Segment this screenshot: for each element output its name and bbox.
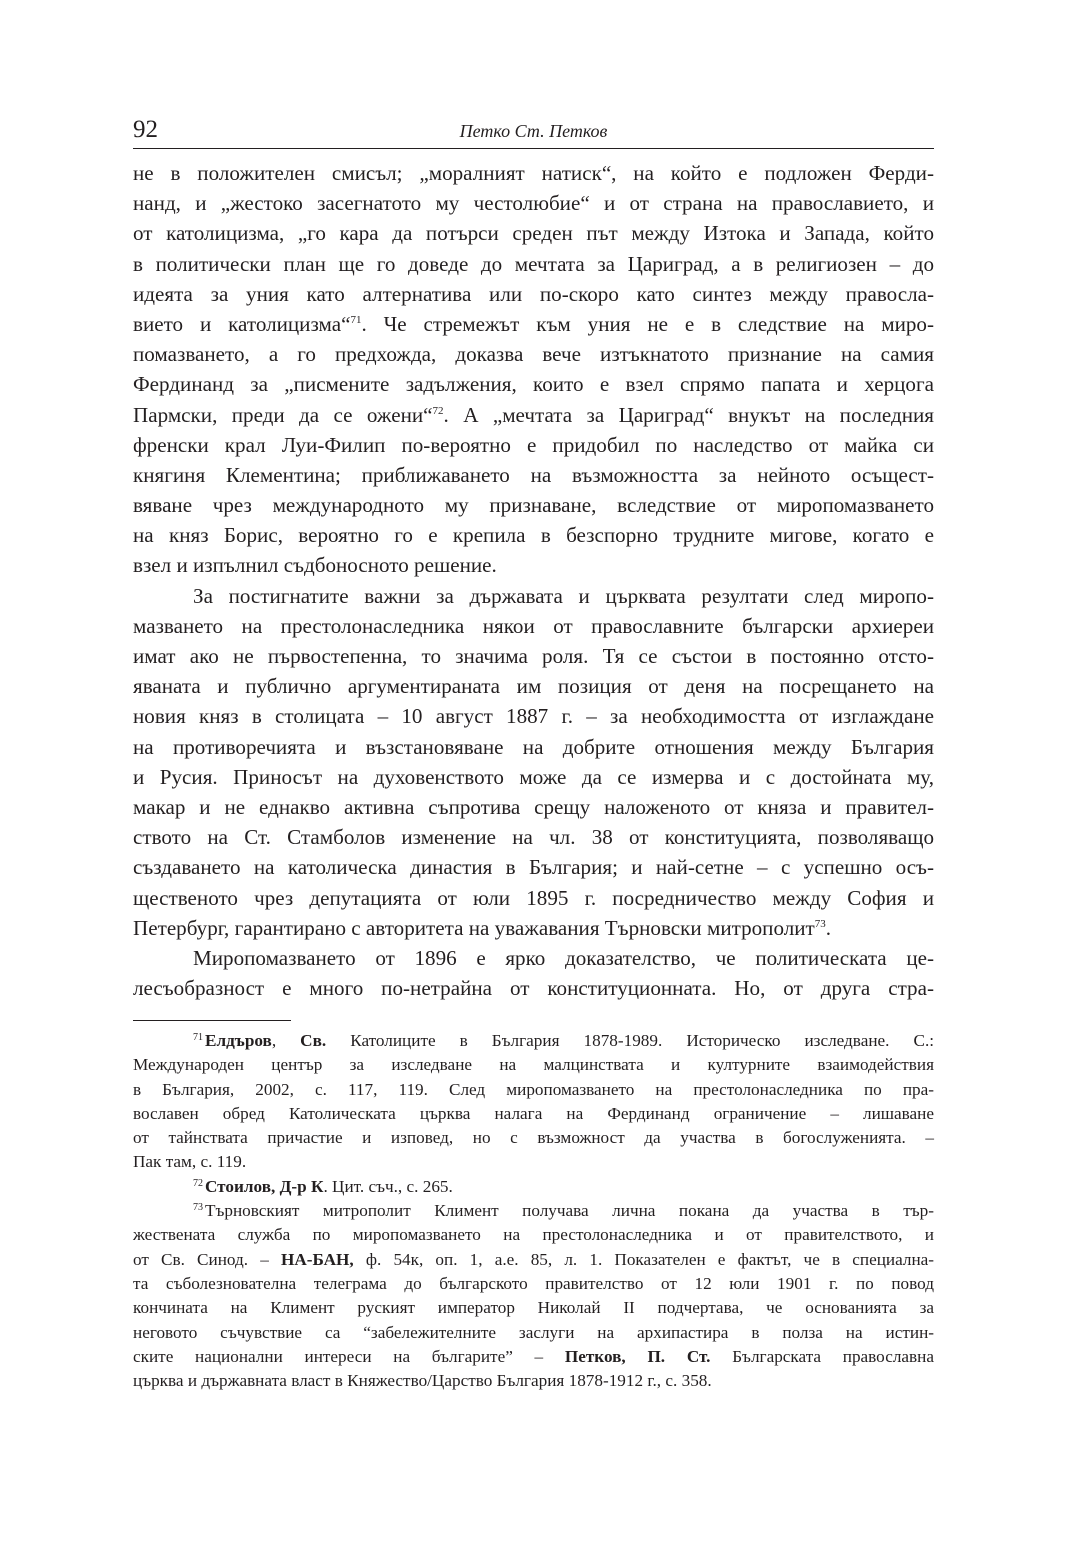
text-line: от католицизма, „го кара да потърси среден път между Изтока и Запада, който: [133, 221, 934, 246]
footnote-ref: 73: [814, 917, 826, 930]
text-line: ството на Ст. Стамболов изменение на чл. 38 от конституцията, позволяващо: [133, 825, 934, 850]
text-line: яваната и публично аргументираната им позиция от деня на посрещането на: [133, 674, 934, 699]
text-line: не в положителен смисъл; „моралният натиск“, на който е подложен Ферди-: [133, 161, 934, 185]
text-line: новия княз в столицата – 10 август 1887 г. – за необходимостта от изглаждане: [133, 704, 934, 729]
text-line: Пармски, преди да се ожени“$^{72}$. А „мечтата за Цариград“ внукът на последния: [133, 402, 935, 427]
footnote-line: неговото съчувствие са “забележителните заслуги на архипастира в полза на истин-: [133, 1322, 934, 1342]
footnote-line: Пак там, с. 119.: [133, 1152, 247, 1172]
footnote-rule: [133, 1020, 291, 1021]
text-line: на княз Борис, вероятно го е крепила в безспорно трудните мигове, когато е: [133, 523, 934, 548]
footnote-line: Международен център за изследване на малцинствата и културните взаимодействия: [133, 1055, 934, 1075]
text-line: макар и не еднакво активна съпротива срещу наложеното от княза и правител-: [133, 794, 934, 819]
text-line: вяване чрез международното му признаване, вследствие от миропомазването: [133, 493, 934, 518]
footnote-line: кончината на Климент руският император Николай II подчертава, че основанията за: [133, 1298, 934, 1318]
page-header: [133, 112, 934, 149]
footnote-number: 73: [193, 1202, 203, 1214]
footnote-number: 72: [193, 1177, 203, 1189]
text-line: мазването на престолонаследника някои от православните български архиереи: [133, 613, 934, 638]
text-line: на противоречията и възстановяване на добрите отношения между България: [133, 734, 934, 759]
page-number: 92: [133, 116, 158, 143]
footnote-ref: 72: [432, 404, 444, 417]
text-line: в политически план ще го доведе до мечтата за Цариград, а в религиозен – до: [133, 251, 934, 276]
footnote-line: от Св. Синод. – НА-БАН, ф. 54к, оп. 1, а.е. 85, л. 1. Показателен е фактът, че в специална-: [133, 1249, 934, 1269]
footnote-number: 71: [193, 1032, 203, 1043]
text-line: Петербург, гарантирано с авторитета на уважавания Търновски митрополит$^{73}$.: [133, 915, 832, 940]
text-line: вието и католицизма“$^{71}$. Че стремежът към уния не е в следствие на миро-: [133, 311, 934, 336]
text-line: За постигнатите важни за държавата и църквата резултати след миропо-: [193, 583, 934, 608]
footnotes: [133, 1029, 934, 1393]
footnote-line: ските национални интереси на българите” – Петков, П. Ст. Българската православна: [133, 1346, 934, 1366]
footnote-line: вославен обред Католическата църква налага на Фердинанд ограничение – лишаване: [133, 1103, 934, 1123]
text-line: взел и изпълнил съдбоносното решение.: [133, 553, 497, 578]
text-line: идеята за уния като алтернатива или по-скоро като синтез между правосла-: [133, 281, 934, 306]
footnote-line: та съболезнователна телеграма до българското правителство от 12 юли 1901 г. по повод: [133, 1273, 934, 1293]
text-line: създаването на католическа династия в България; и най-сетне – с успешно осъ-: [133, 855, 934, 880]
running-head: Петко Ст. Петков: [459, 121, 608, 141]
text-line: щественото чрез депутацията от юли 1895 г. посредничество между София и: [133, 885, 934, 910]
text-line: помазването, а го предхожда, доказва вече изтъкнатото признание на самия: [133, 342, 934, 367]
footnote-line: $^{73}$ Търновският митрополит Климент получава лична покана да участва в тър-: [193, 1201, 934, 1221]
text-line: княгиня Клементина; приближаването на възможността за нейното осъщест-: [133, 462, 934, 487]
footnote-line: $^{71}$ Елдъров, Св. Католиците в България 1878-1989. Историческо изследване. С.:: [193, 1031, 935, 1050]
footnote-line: църква и държавната власт в Княжество/Царство България 1878-1912 г., с. 358.: [133, 1371, 712, 1391]
footnote-line: в България, 2002, с. 117, 119. След миропомазването на престолонаследника по пра-: [133, 1079, 934, 1099]
text-line: нанд, и „жестоко засегнатото му честолюбие“ и от страна на православието, и: [133, 191, 934, 216]
text-line: и Русия. Приносът на духовенството може да се измерва и с достойната му,: [133, 764, 934, 789]
text-line: лесъобразност е много по-нетрайна от конституционната. Но, от друга стра-: [133, 976, 934, 1001]
footnote-line: жествената служба по миропомазването на престолонаследника и от правителството, и: [133, 1225, 934, 1245]
main-text: [133, 158, 934, 1003]
footnote-line: от тайнствата причастие и изповед, но с възможност да участва в богослуженията. –: [133, 1128, 934, 1148]
footnote-ref: 71: [350, 313, 362, 326]
text-line: Фердинанд за „писмените задължения, които е взел спрямо папата и херцога: [133, 372, 934, 397]
text-line: имат ако не първостепенна, то значима роля. Тя се състои в постоянно отсто-: [133, 644, 934, 668]
text-line: френски крал Луи-Филип по-вероятно е придобил по наследство от майка си: [133, 432, 934, 457]
footnote-line: $^{72}$ Стоилов, Д-р К. Цит. съч., с. 265.: [193, 1176, 453, 1196]
text-line: Миропомазването от 1896 е ярко доказателство, че политическата це-: [193, 945, 934, 970]
